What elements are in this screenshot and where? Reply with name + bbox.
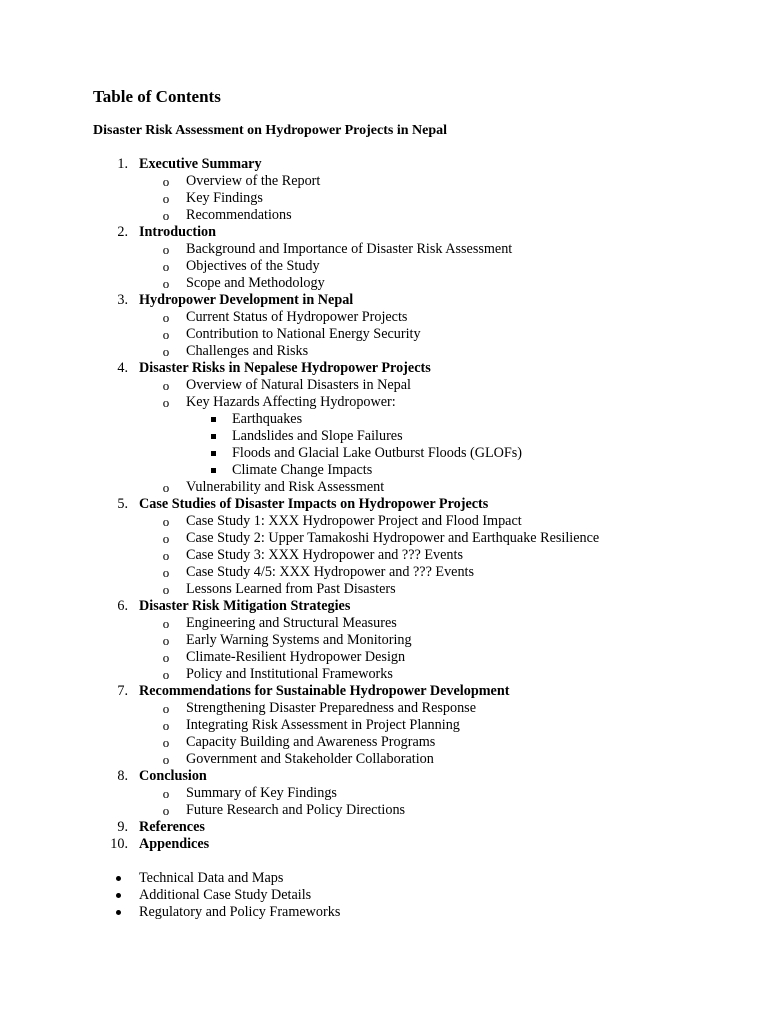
toc-subsection: [0, 394, 768, 411]
toc-subsubsection: [0, 411, 768, 428]
section-number: 1.: [117, 156, 128, 172]
toc-subsection: [0, 581, 768, 598]
hollow-bullet-icon: o: [162, 786, 170, 801]
square-bullet-icon: [211, 451, 216, 456]
appendix-item-label: Technical Data and Maps: [139, 870, 284, 886]
hollow-bullet-icon: o: [162, 344, 170, 359]
subsection-title: Future Research and Policy Directions: [186, 802, 406, 818]
toc-subsection: [0, 734, 768, 751]
hollow-bullet-icon: o: [162, 650, 170, 665]
subsection-title: Government and Stakeholder Collaboration: [186, 751, 434, 767]
section-number: 10.: [110, 836, 128, 852]
section-title: Executive Summary: [139, 156, 262, 172]
toc-subsection: [0, 649, 768, 666]
hollow-bullet-icon: o: [162, 752, 170, 767]
list-spacer: [0, 853, 768, 870]
toc-subsection: [0, 241, 768, 258]
toc-section: [0, 683, 768, 700]
hollow-bullet-icon: o: [162, 735, 170, 750]
subsection-title: Case Study 4/5: XXX Hydropower and ??? Events: [186, 564, 475, 580]
square-bullet-icon: [211, 417, 216, 422]
subsection-title: Overview of the Report: [186, 173, 321, 189]
subsection-title: Current Status of Hydropower Projects: [186, 309, 408, 325]
toc-subsection: [0, 530, 768, 547]
toc-subsection: [0, 751, 768, 768]
section-number: 5.: [117, 496, 128, 512]
appendix-list-item: [0, 887, 768, 904]
square-bullet-icon: [211, 434, 216, 439]
toc-section: [0, 360, 768, 377]
section-title: References: [139, 819, 205, 835]
appendix-item-label: Regulatory and Policy Frameworks: [139, 904, 341, 920]
subsection-title: Lessons Learned from Past Disasters: [186, 581, 396, 597]
table-of-contents: [0, 156, 768, 921]
hollow-bullet-icon: o: [162, 582, 170, 597]
toc-section: [0, 768, 768, 785]
toc-section: [0, 292, 768, 309]
hollow-bullet-icon: o: [162, 259, 170, 274]
section-number: 7.: [117, 683, 128, 699]
subsection-title: Overview of Natural Disasters in Nepal: [186, 377, 411, 393]
section-title: Conclusion: [139, 768, 207, 784]
hollow-bullet-icon: o: [162, 242, 170, 257]
subsection-title: Summary of Key Findings: [186, 785, 337, 801]
toc-subsection: [0, 309, 768, 326]
appendix-list-item: [0, 904, 768, 921]
toc-subsection: [0, 547, 768, 564]
subsection-title: Climate-Resilient Hydropower Design: [186, 649, 406, 665]
hollow-bullet-icon: o: [162, 276, 170, 291]
section-number: 8.: [117, 768, 128, 784]
toc-subsubsection: [0, 428, 768, 445]
document-subtitle: Disaster Risk Assessment on Hydropower Projects in Nepal: [93, 123, 448, 138]
hollow-bullet-icon: o: [162, 616, 170, 631]
subsubsection-title: Floods and Glacial Lake Outburst Floods (GLOFs): [232, 445, 523, 461]
subsection-title: Early Warning Systems and Monitoring: [186, 632, 412, 648]
subsection-title: Recommendations: [186, 207, 292, 223]
hollow-bullet-icon: o: [162, 310, 170, 325]
hollow-bullet-icon: o: [162, 327, 170, 342]
toc-subsection: [0, 564, 768, 581]
subsection-title: Engineering and Structural Measures: [186, 615, 397, 631]
section-number: 2.: [117, 224, 128, 240]
hollow-bullet-icon: o: [162, 701, 170, 716]
toc-subsection: [0, 615, 768, 632]
subsection-title: Case Study 1: XXX Hydropower Project and Flood Impact: [186, 513, 522, 529]
toc-subsection: [0, 513, 768, 530]
section-title: Hydropower Development in Nepal: [139, 292, 354, 308]
toc-section: [0, 836, 768, 853]
toc-subsection: [0, 802, 768, 819]
hollow-bullet-icon: o: [162, 480, 170, 495]
subsection-title: Key Findings: [186, 190, 263, 206]
subsection-title: Key Hazards Affecting Hydropower:: [186, 394, 396, 410]
square-bullet-icon: [211, 468, 216, 473]
section-number: 9.: [117, 819, 128, 835]
toc-subsection: [0, 785, 768, 802]
toc-subsection: [0, 632, 768, 649]
toc-section: [0, 224, 768, 241]
toc-subsubsection: [0, 445, 768, 462]
section-title: Case Studies of Disaster Impacts on Hydropower Projects: [139, 496, 489, 512]
hollow-bullet-icon: o: [162, 548, 170, 563]
subsection-title: Scope and Methodology: [186, 275, 325, 291]
hollow-bullet-icon: o: [162, 174, 170, 189]
toc-subsubsection: [0, 462, 768, 479]
section-title: Recommendations for Sustainable Hydropower Development: [139, 683, 510, 699]
subsection-title: Objectives of the Study: [186, 258, 320, 274]
bullet-icon: [116, 910, 121, 915]
hollow-bullet-icon: o: [162, 633, 170, 648]
section-number: 3.: [117, 292, 128, 308]
toc-section: [0, 598, 768, 615]
subsection-title: Integrating Risk Assessment in Project Planning: [186, 717, 460, 733]
toc-subsection: [0, 173, 768, 190]
toc-section: [0, 496, 768, 513]
toc-subsection: [0, 479, 768, 496]
toc-section: [0, 819, 768, 836]
subsection-title: Background and Importance of Disaster Risk Assessment: [186, 241, 513, 257]
subsection-title: Contribution to National Energy Security: [186, 326, 421, 342]
section-number: 6.: [117, 598, 128, 614]
hollow-bullet-icon: o: [162, 395, 170, 410]
hollow-bullet-icon: o: [162, 565, 170, 580]
toc-subsection: [0, 717, 768, 734]
hollow-bullet-icon: o: [162, 531, 170, 546]
toc-subsection: [0, 258, 768, 275]
section-title: Disaster Risk Mitigation Strategies: [139, 598, 351, 614]
subsection-title: Challenges and Risks: [186, 343, 309, 359]
subsubsection-title: Earthquakes: [232, 411, 303, 427]
section-title: Appendices: [139, 836, 210, 852]
hollow-bullet-icon: o: [162, 514, 170, 529]
subsubsection-title: Climate Change Impacts: [232, 462, 373, 478]
hollow-bullet-icon: o: [162, 208, 170, 223]
hollow-bullet-icon: o: [162, 718, 170, 733]
hollow-bullet-icon: o: [162, 191, 170, 206]
page-title: Table of Contents: [93, 87, 221, 106]
toc-subsection: [0, 207, 768, 224]
hollow-bullet-icon: o: [162, 378, 170, 393]
subsubsection-title: Landslides and Slope Failures: [232, 428, 403, 444]
appendix-item-label: Additional Case Study Details: [139, 887, 312, 903]
toc-subsection: [0, 343, 768, 360]
subsection-title: Vulnerability and Risk Assessment: [186, 479, 385, 495]
appendix-list-item: [0, 870, 768, 887]
toc-subsection: [0, 275, 768, 292]
toc-subsection: [0, 377, 768, 394]
toc-subsection: [0, 700, 768, 717]
subsection-title: Case Study 3: XXX Hydropower and ??? Events: [186, 547, 463, 563]
subsection-title: Strengthening Disaster Preparedness and Response: [186, 700, 476, 716]
section-title: Introduction: [139, 224, 216, 240]
subsection-title: Capacity Building and Awareness Programs: [186, 734, 436, 750]
toc-subsection: [0, 190, 768, 207]
toc-subsection: [0, 326, 768, 343]
bullet-icon: [116, 893, 121, 898]
subsection-title: Policy and Institutional Frameworks: [186, 666, 393, 682]
section-title: Disaster Risks in Nepalese Hydropower Projects: [139, 360, 431, 376]
bullet-icon: [116, 876, 121, 881]
hollow-bullet-icon: o: [162, 667, 170, 682]
subsection-title: Case Study 2: Upper Tamakoshi Hydropower and Earthquake Resilience: [186, 530, 600, 546]
section-number: 4.: [117, 360, 128, 376]
toc-section: [0, 156, 768, 173]
hollow-bullet-icon: o: [162, 803, 170, 818]
toc-subsection: [0, 666, 768, 683]
